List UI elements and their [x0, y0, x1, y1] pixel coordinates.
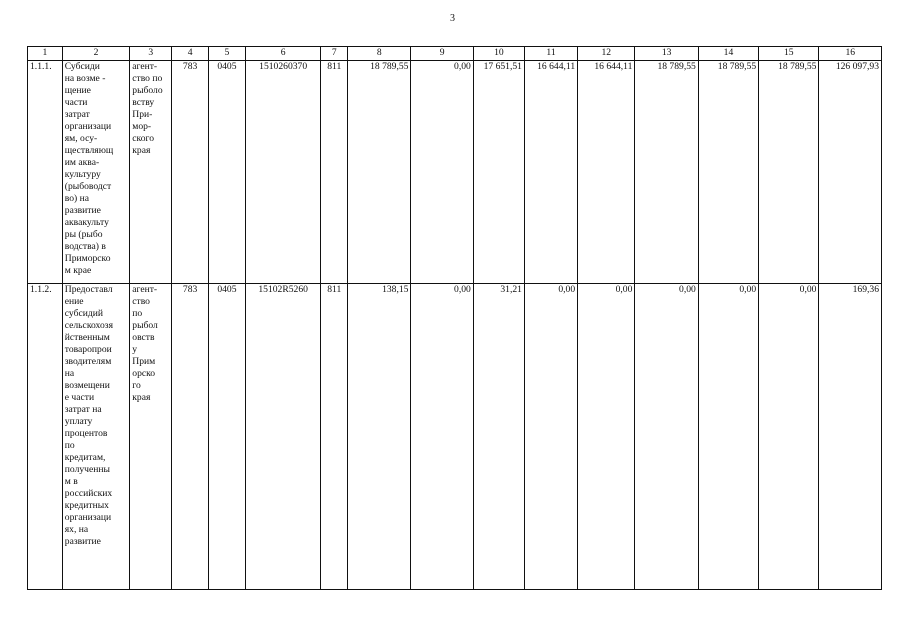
header-cell: 5 — [209, 47, 246, 61]
cell-c12: 0,00 — [578, 284, 635, 590]
cell-c7: 811 — [321, 61, 348, 284]
row-agency: агент- ство по рыбол овств у Прим орско го края — [130, 284, 172, 590]
cell-c5: 0405 — [209, 61, 246, 284]
cell-c16: 126 097,93 — [819, 61, 882, 284]
table-row — [28, 284, 882, 590]
header-cell: 8 — [348, 47, 411, 61]
header-cell: 16 — [819, 47, 882, 61]
cell-c11: 0,00 — [524, 284, 577, 590]
header-cell: 3 — [130, 47, 172, 61]
row-code: 1.1.2. — [28, 284, 63, 590]
cell-c13: 18 789,55 — [635, 61, 698, 284]
header-cell: 12 — [578, 47, 635, 61]
header-cell: 2 — [62, 47, 130, 61]
cell-c14: 0,00 — [698, 284, 758, 590]
budget-table — [27, 46, 882, 590]
row-code: 1.1.1. — [28, 61, 63, 284]
cell-c14: 18 789,55 — [698, 61, 758, 284]
cell-c9: 0,00 — [411, 61, 473, 284]
header-cell: 7 — [321, 47, 348, 61]
header-cell: 15 — [759, 47, 819, 61]
cell-c8: 18 789,55 — [348, 61, 411, 284]
row-agency: агент- ство по рыболо вству При- мор- ского края — [130, 61, 172, 284]
header-cell: 13 — [635, 47, 698, 61]
header-cell: 1 — [28, 47, 63, 61]
row-name: Предоставл ение субсидий сельскохозя йственным товаропрои зводителям на возмещени е части затрат на уплату процентов по кредитам, полученны м в российских кредитных организаци ях, на развитие — [62, 284, 130, 590]
header-cell: 10 — [473, 47, 524, 61]
cell-c4: 783 — [172, 284, 209, 590]
header-cell: 14 — [698, 47, 758, 61]
cell-c8: 138,15 — [348, 284, 411, 590]
cell-c9: 0,00 — [411, 284, 473, 590]
header-cell: 4 — [172, 47, 209, 61]
cell-c15: 18 789,55 — [759, 61, 819, 284]
cell-c11: 16 644,11 — [524, 61, 577, 284]
cell-c13: 0,00 — [635, 284, 698, 590]
cell-c7: 811 — [321, 284, 348, 590]
page-number: 3 — [450, 13, 455, 24]
cell-c10: 17 651,51 — [473, 61, 524, 284]
header-cell: 6 — [245, 47, 321, 61]
table-row — [28, 61, 882, 284]
cell-c16: 169,36 — [819, 284, 882, 590]
row-name: Субсиди на возме - щение части затрат организаци ям, осу- ществляющ им аква- культуру (рыбоводст во) на развитие аквакульту ры (рыбо водства) в Приморско м крае — [62, 61, 130, 284]
header-cell: 11 — [524, 47, 577, 61]
cell-c10: 31,21 — [473, 284, 524, 590]
cell-c6: 15102R5260 — [245, 284, 321, 590]
cell-c15: 0,00 — [759, 284, 819, 590]
header-cell: 9 — [411, 47, 473, 61]
cell-c6: 1510260370 — [245, 61, 321, 284]
cell-c12: 16 644,11 — [578, 61, 635, 284]
cell-c4: 783 — [172, 61, 209, 284]
cell-c5: 0405 — [209, 284, 246, 590]
header-row — [28, 47, 882, 61]
